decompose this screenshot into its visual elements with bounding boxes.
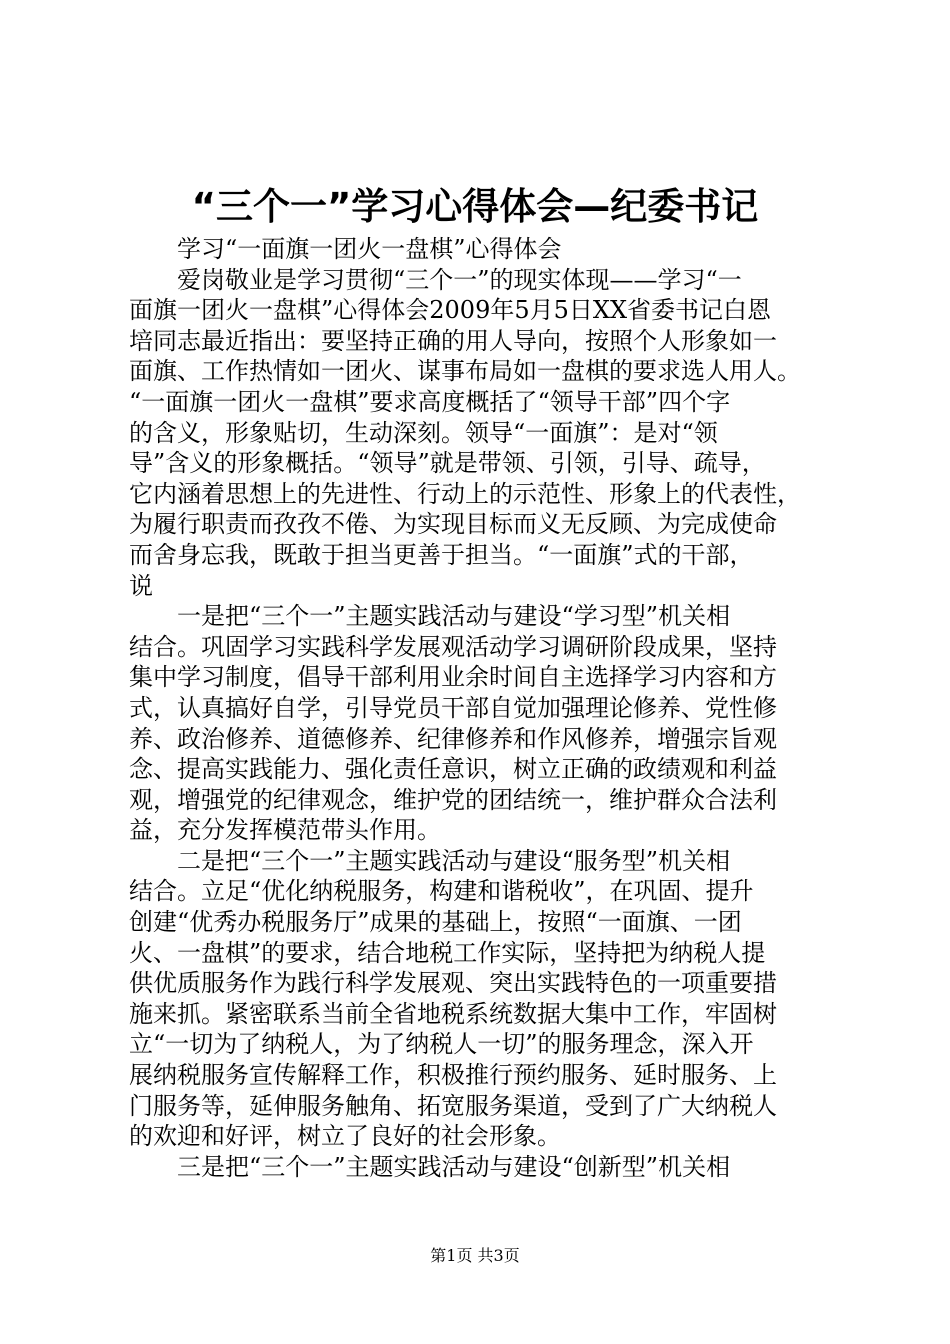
body-line: 供优质服务作为践行科学发展观、突出实践特色的一项重要措: [129, 969, 777, 998]
body-line: 展纳税服务宣传解释工作，积极推行预约服务、延时服务、上: [129, 1061, 777, 1090]
body-line: 立“一切为了纳税人，为了纳税人一切”的服务理念，深入开: [129, 1030, 754, 1059]
body-line: 说: [129, 571, 153, 600]
body-line: 学习“一面旗一团火一盘棋”心得体会: [177, 235, 562, 263]
body-line: 的含义，形象贴切，生动深刻。领导“一面旗”：是对“领: [129, 418, 718, 447]
body-line: 结合。立足“优化纳税服务，构建和谐税收”，在巩固、提升: [129, 877, 754, 906]
body-line: 施来抓。紧密联系当前全省地税系统数据大集中工作，牢固树: [129, 999, 777, 1028]
body-line: 门服务等，延伸服务触角、拓宽服务渠道，受到了广大纳税人: [129, 1091, 777, 1120]
body-line: 面旗一团火一盘棋”心得体会2009年5月5日XX省委书记白恩: [129, 296, 772, 325]
body-line: 结合。巩固学习实践科学发展观活动学习调研阶段成果，坚持: [129, 632, 777, 661]
body-line: “一面旗一团火一盘棋”要求高度概括了“领导干部”四个字: [129, 387, 731, 416]
body-line: 而舍身忘我，既敢于担当更善于担当。“一面旗”式的干部，: [129, 540, 754, 569]
body-line: 的欢迎和好评，树立了良好的社会形象。: [129, 1122, 561, 1151]
body-line: 益，充分发挥模范带头作用。: [129, 816, 441, 845]
body-line: 养、政治修养、道德修养、纪律修养和作风修养，增强宗旨观: [129, 724, 777, 753]
body-line: 观，增强党的纪律观念，维护党的团结统一，维护群众合法利: [129, 785, 777, 814]
body-line: 二是把“三个一”主题实践活动与建设“服务型”机关相: [177, 846, 731, 875]
body-line: 培同志最近指出：要坚持正确的用人导向，按照个人形象如一: [129, 326, 777, 355]
body-line: 它内涵着思想上的先进性、行动上的示范性、形象上的代表性，: [129, 479, 801, 508]
body-line: 为履行职责而孜孜不倦、为实现目标而义无反顾、为完成使命: [129, 510, 777, 539]
page-footer: 第1页 共3页: [430, 1246, 520, 1265]
body-line: 式，认真搞好自学，引导党员干部自觉加强理论修养、党性修: [129, 693, 777, 722]
body-line: 三是把“三个一”主题实践活动与建设“创新型”机关相: [177, 1152, 731, 1181]
body-line: 一是把“三个一”主题实践活动与建设“学习型”机关相: [177, 602, 731, 631]
body-line: 爱岗敬业是学习贯彻“三个一”的现实体现——学习“一: [177, 265, 742, 294]
body-line: 面旗、工作热情如一团火、谋事布局如一盘棋的要求选人用人。: [129, 357, 801, 386]
body-line: 导”含义的形象概括。“领导”就是带领、引领，引导、疏导，: [129, 449, 766, 478]
document-body: [129, 234, 833, 1182]
body-line: 念、提高实践能力、强化责任意识，树立正确的政绩观和利益: [129, 755, 777, 784]
body-line: 火、一盘棋”的要求，结合地税工作实际，坚持把为纳税人提: [129, 938, 766, 967]
body-line: 创建“优秀办税服务厅”成果的基础上，按照“一面旗、一团: [129, 908, 742, 937]
document-title: “三个一”学习心得体会—纪委书记: [191, 185, 759, 228]
body-line: 集中学习制度，倡导干部利用业余时间自主选择学习内容和方: [129, 663, 777, 692]
